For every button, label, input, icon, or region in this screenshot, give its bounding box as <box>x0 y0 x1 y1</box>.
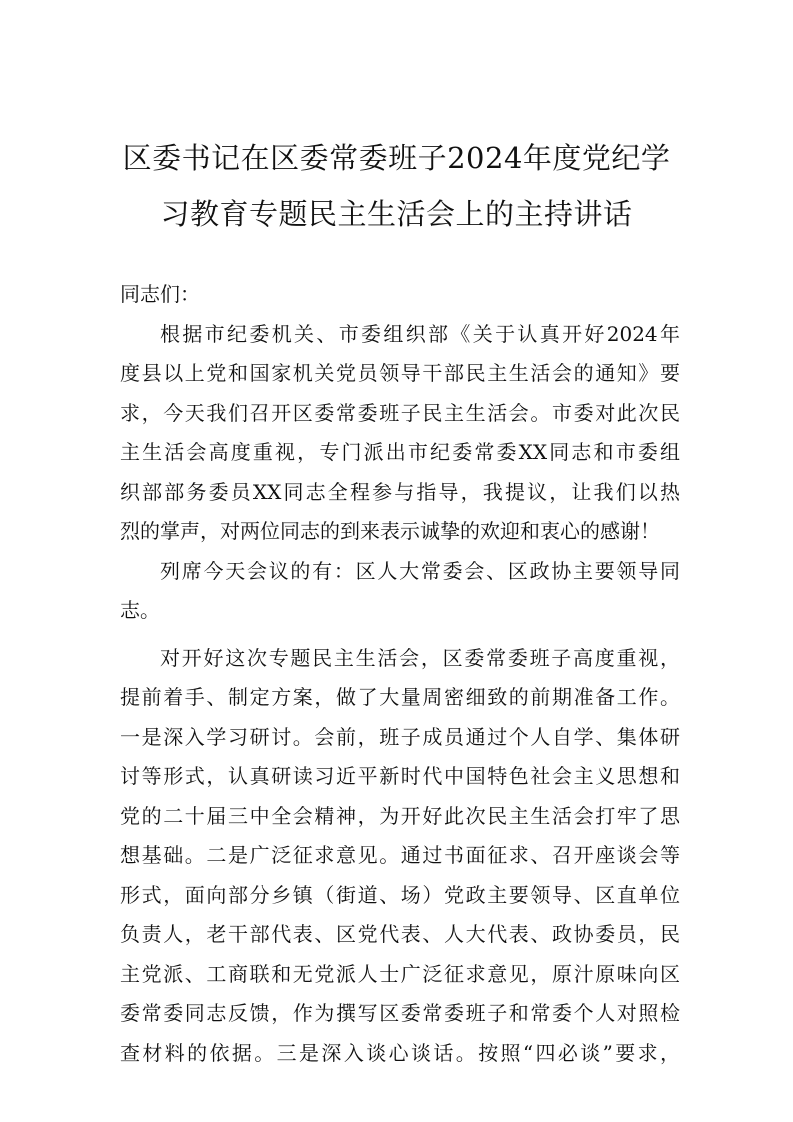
paragraph-line: 负责人，老干部代表、区党代表、人大代表、政协委员，民 <box>120 922 680 946</box>
salutation: 同志们： <box>120 282 200 306</box>
paragraph-1 <box>120 315 680 552</box>
paragraph-line: 党的二十届三中全会精神，为开好此次民主生活会打牢了思 <box>120 803 680 828</box>
paragraph-line: 想基础。二是广泛征求意见。通过书面征求、召开座谈会等 <box>120 843 680 867</box>
paragraph-line: 烈的掌声，对两位同志的到来表示诚挚的欢迎和衷心的感谢！ <box>120 519 660 543</box>
paragraph-2 <box>120 552 680 631</box>
paragraph-line: 列席今天会议的有：区人大常委会、区政协主要领导同 <box>160 558 680 583</box>
title-line-1: 区委书记在区委常委班子2024年度党纪学 <box>122 141 671 175</box>
paragraph-line: 对开好这次专题民主生活会，区委常委班子高度重视， <box>160 645 680 670</box>
paragraph-line: 织部部务委员XX同志全程参与指导，我提议，让我们以热 <box>120 479 680 504</box>
paragraph-line: 讨等形式，认真研读习近平新时代中国特色社会主义思想和 <box>120 764 680 788</box>
paragraph-line: 委常委同志反馈，作为撰写区委常委班子和常委个人对照检 <box>120 1001 680 1025</box>
paragraph-line: 志。 <box>120 598 160 622</box>
title-line-2: 习教育专题民主生活会上的主持讲话 <box>160 197 633 231</box>
document-body <box>120 275 680 1073</box>
paragraph-line: 形式，面向部分乡镇（街道、场）党政主要领导、区直单位 <box>120 882 680 907</box>
paragraph-line: 查材料的依据。三是深入谈心谈话。按照“四必谈”要求， <box>120 1040 680 1065</box>
paragraph-line: 根据市纪委机关、市委组织部《关于认真开好2024年 <box>160 321 680 346</box>
paragraph-line: 一是深入学习研讨。会前，班子成员通过个人自学、集体研 <box>120 724 680 749</box>
paragraph-line: 主生活会高度重视，专门派出市纪委常委XX同志和市委组 <box>120 440 680 464</box>
paragraph-3 <box>120 639 680 1074</box>
paragraph-line: 求，今天我们召开区委常委班子民主生活会。市委对此次民 <box>120 400 680 425</box>
paragraph-line: 度县以上党和国家机关党员领导干部民主生活会的通知》要 <box>120 361 680 385</box>
paragraph-line: 提前着手、制定方案，做了大量周密细致的前期准备工作。 <box>120 685 680 709</box>
paragraph-gap <box>120 631 680 639</box>
paragraph-line: 主党派、工商联和无党派人士广泛征求意见，原汁原味向区 <box>120 961 680 986</box>
document-title <box>100 130 693 242</box>
